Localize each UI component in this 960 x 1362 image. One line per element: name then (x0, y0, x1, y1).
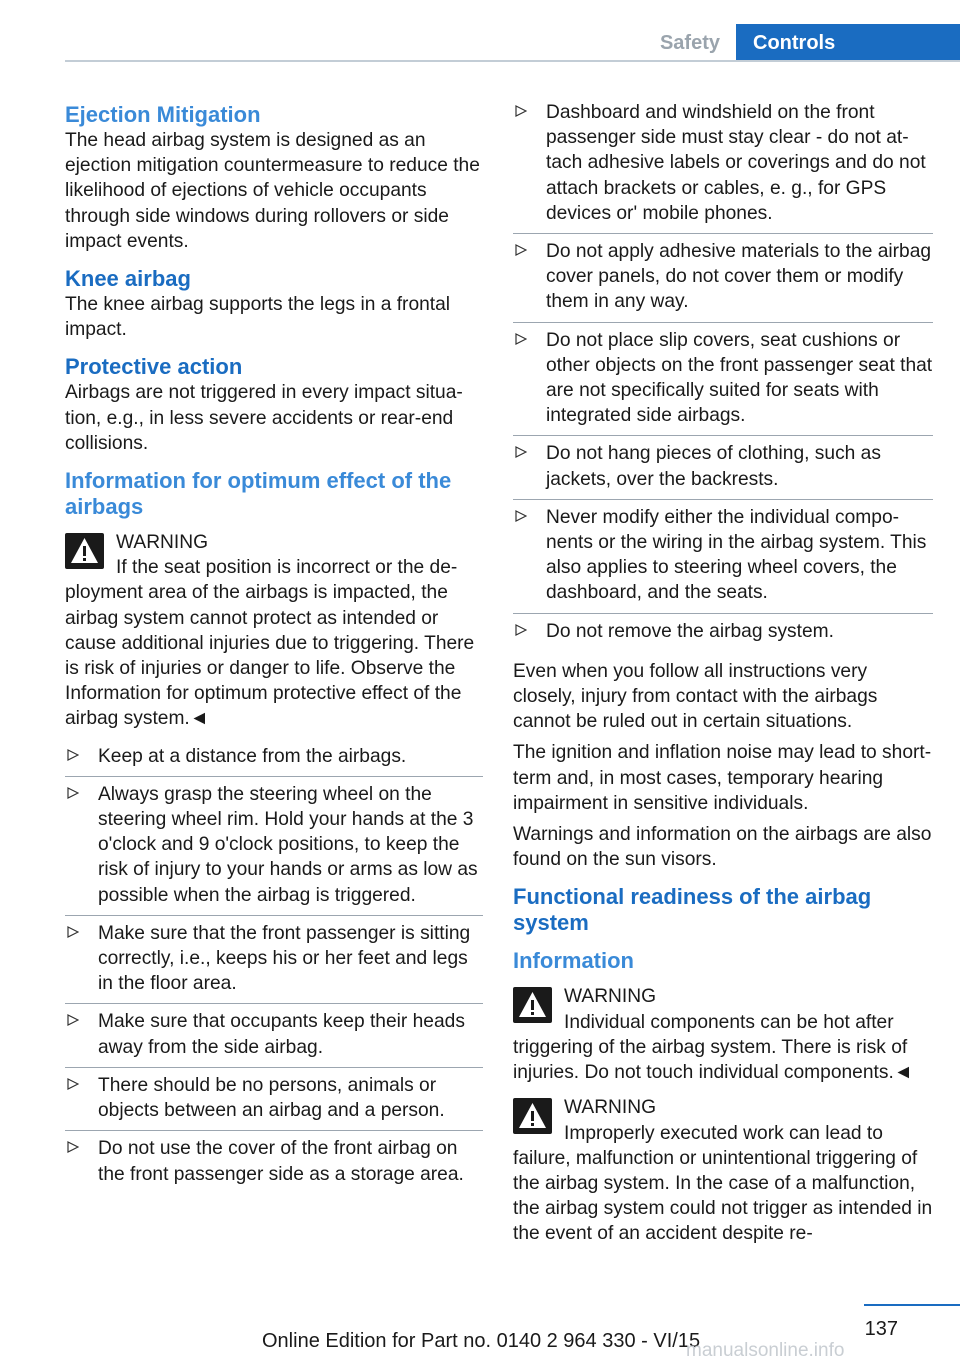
footer-divider (864, 1304, 960, 1306)
warning-block (513, 1095, 933, 1246)
bullet-list-left (65, 744, 483, 1194)
triangle-right-bullet-icon (67, 1078, 79, 1090)
list-item: Do not place slip covers, seat cushions or other objects on the front passenger seat that are not specifically suited for seats with integrated side airbags. (513, 328, 933, 437)
tab-controls: Controls (736, 24, 960, 62)
warning-title: WARNING (564, 1097, 657, 1119)
warning-title: WARNING (564, 986, 657, 1008)
heading-knee-airbag: Knee airbag (65, 266, 191, 292)
list-item: Do not remove the airbag system. (513, 619, 933, 651)
triangle-right-bullet-icon (515, 105, 527, 117)
paragraph-even-when: Even when you follow all instructions very closely, injury from contact with the airbags cannot be ruled out in certain situations. (513, 660, 878, 733)
warning-title: WARNING (116, 532, 209, 554)
triangle-right-bullet-icon (515, 244, 527, 256)
left-column (65, 100, 483, 1202)
warning-block (65, 530, 483, 732)
warning-triangle-icon (513, 987, 552, 1023)
warning-triangle-icon (513, 1098, 552, 1134)
list-item: Do not apply adhesive materials to the airbag cover panels, do not cover them or modify them in any way. (513, 239, 933, 323)
right-column (513, 100, 933, 1253)
bullet-list-right (513, 100, 933, 651)
triangle-right-bullet-icon (67, 1141, 79, 1153)
list-item: There should be no persons, animals or objects between an airbag and a person. (65, 1073, 483, 1131)
heading-ejection-mitigation: Ejection Mitigation (65, 102, 261, 127)
warning-text: Individual components can be hot after triggering of the airbag system. There is risk of injuries. Do not touch individual components.◄ (513, 1011, 913, 1084)
list-item: Make sure that occupants keep their heads away from the side airbag. (65, 1009, 483, 1067)
heading-information: Information (513, 948, 634, 974)
list-item: Keep at a distance from the airbags. (65, 744, 483, 777)
triangle-right-bullet-icon (67, 749, 79, 761)
triangle-right-bullet-icon (515, 446, 527, 458)
warning-block (513, 984, 933, 1085)
warning-text: If the seat position is incorrect or the deployment area of the airbags is impacted, the airbag system cannot protect as intended or cause additional injuries due to triggering. There is risk of injuries or danger to life. Observe the Information for optimum protective effect of the airbag system.◄ (65, 557, 475, 730)
triangle-right-bullet-icon (515, 624, 527, 636)
triangle-right-bullet-icon (67, 1014, 79, 1026)
list-item: Do not hang pieces of clothing, such as jackets, over the backrests. (513, 441, 933, 499)
list-item: Always grasp the steering wheel on the steering wheel rim. Hold your hands at the 3 o'clock and 9 o'clock positions, to keep the risk of injury to your hands or arms as low as possible when the airbag is triggered. (65, 782, 483, 916)
triangle-right-bullet-icon (515, 333, 527, 345)
heading-protective-action: Protective action (65, 354, 243, 380)
list-item: Never modify either the individual components or the wiring in the airbag system. This also applies to steering wheel covers, the dashboard, and the seats. (513, 505, 933, 614)
tab-safety: Safety (659, 32, 720, 54)
watermark: manualsonline.info (686, 1340, 845, 1361)
triangle-right-bullet-icon (67, 787, 79, 799)
heading-functional-readiness: Functional readiness of the airbag system (513, 884, 872, 936)
header-divider (65, 60, 960, 62)
edition-text: Online Edition for Part no. 0140 2 964 330 - VI/15 (262, 1330, 701, 1352)
paragraph-ejection: The head airbag system is designed as an ejection mitigation countermeasure to reduce the likelihood of ejections of vehicle occupants through side windows during rollovers or side impact events. (65, 130, 480, 252)
triangle-right-bullet-icon (515, 510, 527, 522)
heading-information-optimum: Information for optimum effect of the airbags (65, 468, 452, 520)
paragraph-sun-visors: Warnings and information on the airbags are also found on the sun visors. (513, 824, 932, 871)
triangle-right-bullet-icon (67, 926, 79, 938)
paragraph-noise: The ignition and inflation noise may lead to short-term and, in most cases, temporary hearing impairment in sensitive individuals. (513, 742, 932, 814)
warning-triangle-icon (65, 533, 104, 569)
list-item: Do not use the cover of the front airbag on the front passenger side as a storage area. (65, 1136, 483, 1193)
list-item: Make sure that the front passenger is sitting correctly, i.e., keeps his or her feet and legs in the floor area. (65, 921, 483, 1005)
list-item: Dashboard and windshield on the front passenger side must stay clear - do not attach adhesive labels or coverings and do not attach brackets or cables, e. g., for GPS devices or' mobile phones. (513, 100, 933, 234)
warning-text: Improperly executed work can lead to failure, malfunction or unintentional triggering of the airbag system. In the case of a malfunction, the airbag system could not trigger as intended in the event of an accident despite re- (513, 1122, 933, 1245)
paragraph-protective: Airbags are not triggered in every impact situation, e.g., in less severe accidents or rear-end collisions. (65, 382, 463, 454)
page-number: 137 (864, 1318, 898, 1340)
paragraph-knee: The knee airbag supports the legs in a frontal impact. (65, 294, 451, 341)
